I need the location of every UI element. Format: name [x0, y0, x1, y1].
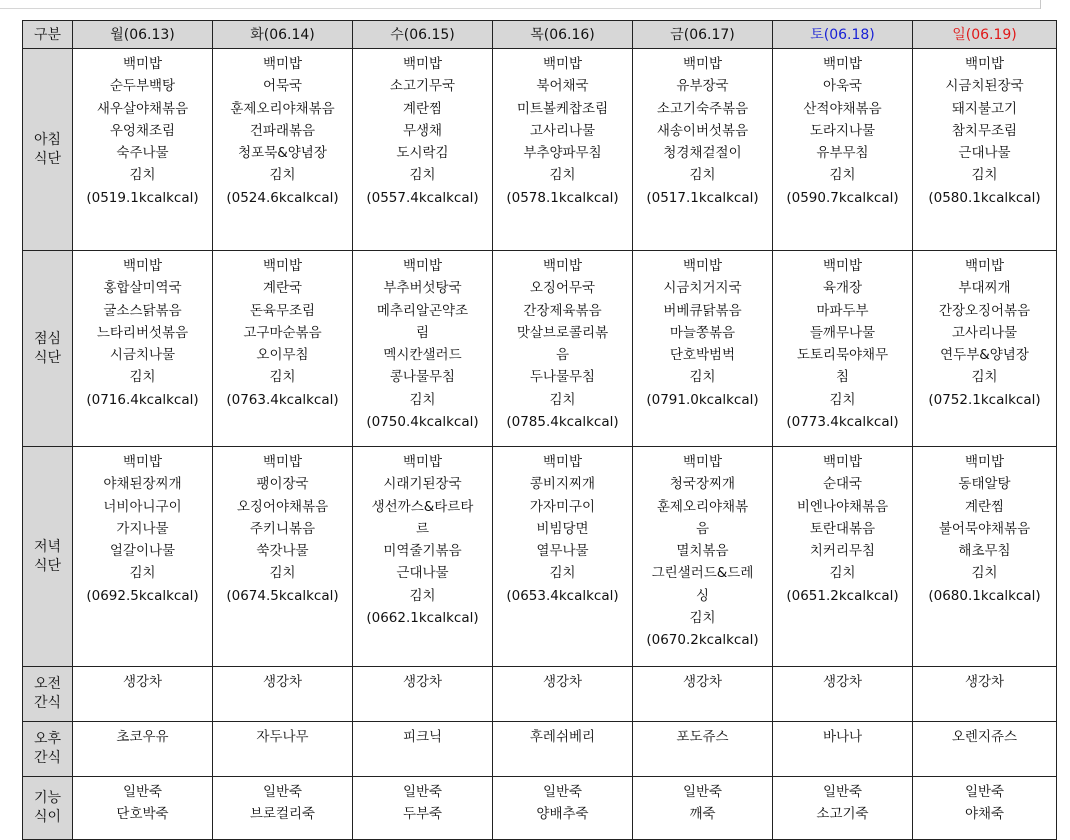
meal-row-morning-snack: [23, 667, 1057, 722]
menu-item: 소고기숙주볶음: [656, 100, 749, 117]
header-label: 구분: [23, 21, 73, 49]
day-header-thu: 목(06.16): [493, 21, 633, 49]
menu-item: 그린샐러드&드레: [651, 565, 754, 582]
menu-item: (0785.4kcalkcal): [506, 414, 619, 431]
menu-item: 멕시칸샐러드: [383, 347, 462, 364]
menu-item: 양배추죽: [536, 806, 589, 823]
day-header-fri: 금(06.17): [633, 21, 773, 49]
menu-item: (0519.1kcalkcal): [86, 189, 199, 206]
menu-item: 훈제오리야채볶: [656, 498, 749, 515]
menu-item: 주키니볶음: [249, 520, 316, 537]
menu-item: (0680.1kcalkcal): [928, 587, 1041, 604]
menu-item: 간장제육볶음: [523, 302, 602, 319]
menu-cell-afternoon-snack-sun: [913, 722, 1057, 777]
menu-item: 단호박죽: [116, 806, 169, 823]
menu-cell-lunch-mon: [73, 251, 213, 447]
row-label-line: 아침: [33, 131, 62, 148]
menu-item: 김치: [549, 565, 576, 582]
menu-item: 소고기죽: [816, 806, 869, 823]
row-label-breakfast: [23, 49, 73, 251]
menu-cell-afternoon-snack-tue: [213, 722, 353, 777]
menu-cell-functional-diet-fri: [633, 777, 773, 840]
menu-item: 새송이버섯볶음: [656, 122, 749, 139]
menu-item: 김치: [971, 565, 998, 582]
menu-item: 토란대볶음: [809, 520, 876, 537]
menu-item: 어묵국: [262, 78, 303, 95]
menu-cell-functional-diet-tue: [213, 777, 353, 840]
menu-item: 생선까스&타르타: [371, 498, 474, 515]
menu-item: 림: [415, 324, 430, 341]
menu-item: 르: [415, 520, 430, 537]
menu-item: 훈제오리야채볶음: [230, 100, 335, 117]
menu-item: 너비아니구이: [103, 498, 182, 515]
menu-cell-lunch-thu: [493, 251, 633, 447]
menu-item: 쑥갓나물: [256, 543, 309, 560]
menu-item: 근대나물: [958, 145, 1011, 162]
menu-item: 연두부&양념장: [940, 347, 1029, 364]
menu-item: (0670.2kcalkcal): [646, 632, 759, 649]
menu-item: 육개장: [822, 280, 863, 297]
menu-cell-morning-snack-wed: [353, 667, 493, 722]
row-label-dinner: [23, 447, 73, 667]
menu-item: 백미밥: [964, 454, 1005, 470]
menu-item: 백미밥: [402, 56, 443, 72]
menu-item: (0653.4kcalkcal): [506, 587, 619, 604]
menu-item: 참치무조림: [951, 122, 1018, 139]
menu-item: 아욱국: [822, 78, 863, 95]
menu-item: 두부죽: [402, 806, 443, 823]
menu-item: (0716.4kcalkcal): [86, 391, 199, 408]
row-label-line: 식단: [33, 557, 62, 574]
menu-item: 청국장찌개: [669, 476, 736, 493]
menu-item: (0791.0kcalkcal): [646, 391, 759, 408]
menu-item: 백미밥: [122, 56, 163, 72]
menu-item: 백미밥: [262, 258, 303, 274]
menu-item: 오징어야채볶음: [236, 498, 329, 515]
menu-cell-breakfast-mon: [73, 49, 213, 251]
day-header-mon: 월(06.13): [73, 21, 213, 49]
menu-item: 바나나: [822, 729, 863, 745]
menu-cell-afternoon-snack-mon: [73, 722, 213, 777]
menu-cell-afternoon-snack-fri: [633, 722, 773, 777]
menu-item: 산적야채볶음: [803, 100, 882, 117]
menu-item: 단호박범벅: [669, 347, 736, 364]
menu-item: 백미밥: [262, 56, 303, 72]
row-label-lunch: [23, 251, 73, 447]
menu-cell-dinner-thu: [493, 447, 633, 667]
menu-item: 열무나물: [536, 543, 589, 560]
menu-item: 순대국: [822, 476, 863, 493]
menu-item: 포도쥬스: [676, 729, 729, 745]
menu-item: 김치: [409, 587, 436, 604]
menu-item: 시래기된장국: [383, 476, 462, 493]
day-header-sun: 일(06.19): [913, 21, 1057, 49]
menu-cell-lunch-sun: [913, 251, 1057, 447]
menu-item: 북어채국: [536, 78, 589, 95]
menu-item: 홍합살미역국: [103, 280, 182, 297]
menu-item: 콩비지찌개: [529, 476, 596, 493]
menu-cell-afternoon-snack-wed: [353, 722, 493, 777]
menu-cell-lunch-tue: [213, 251, 353, 447]
menu-cell-breakfast-sat: [773, 49, 913, 251]
menu-cell-functional-diet-mon: [73, 777, 213, 840]
menu-item: (0578.1kcalkcal): [506, 189, 619, 206]
menu-item: 일반죽: [542, 784, 583, 800]
menu-item: 고구마순볶음: [243, 324, 322, 341]
menu-item: 김치: [549, 167, 576, 184]
menu-item: (0557.4kcalkcal): [366, 189, 479, 206]
menu-item: (0524.6kcalkcal): [226, 189, 339, 206]
menu-item: 팽이장국: [256, 476, 309, 493]
menu-item: 마파두부: [816, 302, 869, 319]
row-label-line: 간식: [33, 695, 62, 711]
menu-item: 소고기무국: [389, 78, 456, 95]
meal-row-lunch: [23, 251, 1057, 447]
menu-item: 일반죽: [964, 784, 1005, 800]
menu-item: 김치: [829, 167, 856, 184]
menu-item: 김치: [689, 167, 716, 184]
menu-item: (0763.4kcalkcal): [226, 391, 339, 408]
menu-item: 음: [695, 520, 710, 537]
menu-item: 비빔당면: [536, 520, 589, 537]
menu-item: 백미밥: [682, 454, 723, 470]
weekly-meal-table: [22, 20, 1057, 840]
menu-item: 맛살브로콜리볶: [516, 324, 609, 341]
menu-item: 얼갈이나물: [109, 543, 176, 560]
day-header-wed: 수(06.15): [353, 21, 493, 49]
menu-item: 부추양파무침: [523, 145, 602, 162]
menu-item: 깨죽: [689, 806, 716, 823]
menu-item: 침: [835, 369, 850, 386]
menu-item: 가자미구이: [529, 498, 596, 515]
row-label-line: 점심: [33, 330, 62, 347]
menu-cell-lunch-fri: [633, 251, 773, 447]
menu-item: 야채죽: [964, 806, 1005, 823]
menu-item: 야채된장찌개: [103, 476, 182, 493]
menu-item: 피크닉: [402, 729, 443, 745]
menu-item: 청포묵&양념장: [238, 145, 327, 162]
menu-cell-morning-snack-sun: [913, 667, 1057, 722]
menu-cell-breakfast-tue: [213, 49, 353, 251]
menu-item: 김치: [269, 369, 296, 386]
menu-item: 시금치된장국: [945, 78, 1024, 95]
menu-item: 콩나물무침: [389, 369, 456, 386]
menu-cell-breakfast-sun: [913, 49, 1057, 251]
menu-item: 백미밥: [402, 258, 443, 274]
menu-item: (0662.1kcalkcal): [366, 610, 479, 627]
menu-item: 멸치볶음: [676, 543, 729, 560]
menu-cell-breakfast-fri: [633, 49, 773, 251]
menu-item: 도라지나물: [809, 122, 876, 139]
menu-item: 시금치거지국: [663, 280, 742, 297]
menu-cell-afternoon-snack-thu: [493, 722, 633, 777]
menu-item: 유부장국: [676, 78, 729, 95]
menu-item: 김치: [829, 391, 856, 408]
menu-cell-dinner-sat: [773, 447, 913, 667]
menu-item: 굴소스닭볶음: [103, 302, 182, 319]
menu-item: 김치: [549, 391, 576, 408]
menu-item: 백미밥: [542, 56, 583, 72]
menu-item: (0590.7kcalkcal): [786, 189, 899, 206]
row-label-line: 식단: [33, 349, 62, 366]
row-label-line: 식이: [33, 809, 62, 825]
menu-item: 동태알탕: [958, 476, 1011, 493]
menu-item: 치커리무침: [809, 543, 876, 560]
menu-item: 오이무침: [256, 347, 309, 364]
menu-cell-breakfast-wed: [353, 49, 493, 251]
menu-item: 백미밥: [822, 454, 863, 470]
meal-row-afternoon-snack: [23, 722, 1057, 777]
menu-item: 김치: [129, 167, 156, 184]
menu-item: 일반죽: [122, 784, 163, 800]
menu-item: 김치: [971, 167, 998, 184]
menu-cell-afternoon-snack-sat: [773, 722, 913, 777]
menu-item: 김치: [971, 369, 998, 386]
menu-item: 고사리나물: [951, 324, 1018, 341]
menu-item: 계란찜: [402, 100, 443, 117]
menu-item: 두나물무침: [529, 369, 596, 386]
menu-item: 생강차: [822, 674, 863, 690]
menu-item: 싱: [695, 587, 710, 604]
menu-item: 근대나물: [396, 565, 449, 582]
menu-item: 돈육무조림: [249, 302, 316, 319]
menu-item: 무생채: [402, 122, 443, 139]
menu-cell-functional-diet-sat: [773, 777, 913, 840]
menu-cell-morning-snack-mon: [73, 667, 213, 722]
menu-item: 순두부백탕: [109, 78, 176, 95]
menu-item: 들깨무나물: [809, 324, 876, 341]
menu-item: 백미밥: [122, 258, 163, 274]
menu-item: 건파래볶음: [249, 122, 316, 139]
menu-item: 비엔나야채볶음: [796, 498, 889, 515]
row-label-line: 오후: [33, 731, 62, 747]
menu-item: 생강차: [402, 674, 443, 690]
menu-item: 음: [555, 347, 570, 364]
menu-item: 백미밥: [682, 258, 723, 274]
row-label-line: 오전: [33, 676, 62, 692]
menu-item: 백미밥: [822, 56, 863, 72]
menu-cell-functional-diet-thu: [493, 777, 633, 840]
menu-cell-dinner-tue: [213, 447, 353, 667]
menu-item: 미역줄기볶음: [383, 543, 462, 560]
menu-cell-morning-snack-tue: [213, 667, 353, 722]
menu-cell-lunch-wed: [353, 251, 493, 447]
menu-item: 브로컬리죽: [249, 806, 316, 823]
menu-item: 생강차: [682, 674, 723, 690]
meal-row-dinner: [23, 447, 1057, 667]
menu-item: 백미밥: [122, 454, 163, 470]
menu-item: 생강차: [122, 674, 163, 690]
menu-item: 오렌지쥬스: [951, 729, 1018, 745]
menu-item: 초코우유: [116, 729, 169, 745]
menu-item: 생강차: [262, 674, 303, 690]
menu-item: 생강차: [542, 674, 583, 690]
menu-item: 도시락김: [396, 145, 449, 162]
menu-item: 일반죽: [262, 784, 303, 800]
menu-item: 일반죽: [402, 784, 443, 800]
menu-item: 메추리알곤약조: [376, 302, 469, 319]
menu-item: (0674.5kcalkcal): [226, 587, 339, 604]
menu-item: 백미밥: [542, 454, 583, 470]
menu-item: 김치: [409, 391, 436, 408]
menu-cell-dinner-mon: [73, 447, 213, 667]
row-label-line: 저녁: [33, 538, 62, 555]
menu-item: 생강차: [964, 674, 1005, 690]
menu-item: 우엉채조림: [109, 122, 176, 139]
row-label-line: 간식: [33, 750, 62, 766]
menu-cell-dinner-fri: [633, 447, 773, 667]
menu-item: 김치: [269, 565, 296, 582]
menu-cell-breakfast-thu: [493, 49, 633, 251]
menu-item: 버베큐닭볶음: [663, 302, 742, 319]
menu-item: 도토리묵야채무: [796, 347, 889, 364]
menu-item: 김치: [689, 610, 716, 627]
menu-item: 미트볼케찹조림: [516, 100, 609, 117]
menu-cell-morning-snack-thu: [493, 667, 633, 722]
menu-item: 김치: [689, 369, 716, 386]
menu-item: 숙주나물: [116, 145, 169, 162]
menu-item: 마늘쫑볶음: [669, 324, 736, 341]
row-label-line: 식단: [33, 150, 62, 167]
menu-item: (0692.5kcalkcal): [86, 587, 199, 604]
menu-item: (0580.1kcalkcal): [928, 189, 1041, 206]
menu-item: 백미밥: [964, 56, 1005, 72]
menu-item: 시금치나물: [109, 347, 176, 364]
menu-item: (0517.1kcalkcal): [646, 189, 759, 206]
menu-item: 김치: [829, 565, 856, 582]
menu-item: 청경채겉절이: [663, 145, 742, 162]
menu-item: 느타리버섯볶음: [96, 324, 189, 341]
row-label-morning-snack: [23, 667, 73, 722]
menu-cell-lunch-sat: [773, 251, 913, 447]
menu-item: 새우살야채볶음: [96, 100, 189, 117]
menu-item: 오징어무국: [529, 280, 596, 297]
menu-item: 백미밥: [964, 258, 1005, 274]
menu-item: 김치: [409, 167, 436, 184]
menu-item: 가지나물: [116, 520, 169, 537]
menu-item: 백미밥: [262, 454, 303, 470]
menu-item: (0651.2kcalkcal): [786, 587, 899, 604]
meal-row-functional-diet: [23, 777, 1057, 840]
menu-item: (0773.4kcalkcal): [786, 414, 899, 431]
menu-item: 백미밥: [822, 258, 863, 274]
day-header-sat: 토(06.18): [773, 21, 913, 49]
menu-item: 일반죽: [822, 784, 863, 800]
menu-cell-morning-snack-sat: [773, 667, 913, 722]
day-header-tue: 화(06.14): [213, 21, 353, 49]
menu-item: 백미밥: [402, 454, 443, 470]
menu-item: 김치: [129, 565, 156, 582]
menu-item: 불어묵야채볶음: [938, 520, 1031, 537]
page-top-rule: [0, 8, 1040, 9]
menu-cell-dinner-wed: [353, 447, 493, 667]
menu-item: 계란찜: [964, 498, 1005, 515]
meal-row-breakfast: [23, 49, 1057, 251]
header-row: [23, 21, 1057, 49]
menu-item: 돼지불고기: [951, 100, 1018, 117]
menu-item: 김치: [269, 167, 296, 184]
menu-item: 계란국: [262, 280, 303, 297]
menu-item: 고사리나물: [529, 122, 596, 139]
menu-item: 자두나무: [256, 729, 309, 745]
row-label-afternoon-snack: [23, 722, 73, 777]
menu-cell-functional-diet-wed: [353, 777, 493, 840]
menu-item: 일반죽: [682, 784, 723, 800]
menu-item: 후레쉬베리: [529, 729, 596, 745]
menu-cell-morning-snack-fri: [633, 667, 773, 722]
page-margin-mark: [1040, 0, 1041, 9]
menu-item: 간장오징어볶음: [938, 302, 1031, 319]
menu-item: 김치: [129, 369, 156, 386]
menu-cell-functional-diet-sun: [913, 777, 1057, 840]
row-label-line: 기능: [33, 790, 62, 806]
meal-table-body: [23, 49, 1057, 840]
menu-item: 유부무침: [816, 145, 869, 162]
menu-cell-dinner-sun: [913, 447, 1057, 667]
menu-item: 부대찌개: [958, 280, 1011, 297]
menu-item: (0750.4kcalkcal): [366, 414, 479, 431]
row-label-functional-diet: [23, 777, 73, 840]
menu-item: (0752.1kcalkcal): [928, 391, 1041, 408]
menu-item: 백미밥: [542, 258, 583, 274]
menu-item: 백미밥: [682, 56, 723, 72]
menu-item: 해초무침: [958, 543, 1011, 560]
menu-item: 부추버섯탕국: [383, 280, 462, 297]
